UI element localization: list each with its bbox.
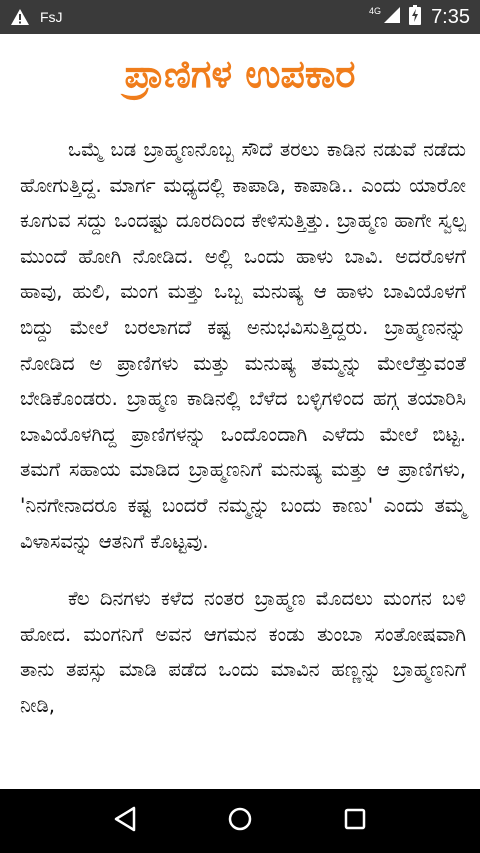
app-name: FsJ [40,9,63,25]
network-type: 4G [369,6,382,16]
paragraph: ಒಮ್ಮೆ ಬಡ ಬ್ರಾಹ್ಮಣನೊಬ್ಬ ಸೌದೆ ತರಲು ಕಾಡಿನ ನಡುವೆ ನಡೆದು ಹೋಗುತ್ತಿದ್ದ. ಮಾರ್ಗ ಮಧ್ಯದಲ್ಲಿ ಕಾಪಾಡಿ, ಕಾಪಾಡಿ.. ಎಂದು ಯಾರೋ ಕೂಗುವ ಸದ್ದು ಒಂದಷ್ಟು ದೂರದಿಂದ ಕೇಳಿಸುತ್ತಿತ್ತು. ಬ್ರಾಹ್ಮಣ ಹಾಗೇ ಸ್ವಲ್ಪ ಮುಂದೆ ಹೋಗಿ ನೋಡಿದ. ಅಲ್ಲಿ ಒಂದು ಹಾಳು ಬಾವಿ. ಅದರೊಳಗೆ ಹಾವು, ಹುಲಿ, ಮಂಗ ಮತ್ತು ಒಬ್ಬ ಮನುಷ್ಯ ಆ ಹಾಳು ಬಾವಿಯೊಳಗೆ ಬಿದ್ದು ಮೇಲೆ ಬರಲಾಗದೆ ಕಷ್ಟ ಅನುಭವಿಸುತ್ತಿದ್ದರು. ಬ್ರಾಹ್ಮಣನನ್ನು ನೋಡಿದ ಅ ಪ್ರಾಣಿಗಳು ಮತ್ತು ಮನುಷ್ಯ ತಮ್ಮನ್ನು ಮೇಲೆತ್ತುವಂತೆ ಬೇಡಿಕೊಂಡರು. ಬ್ರಾಹ್ಮಣ ಕಾಡಿನಲ್ಲಿ ಬೆಳೆದ ಬಳ್ಳಿಗಳಿಂದ ಹಗ್ಗ ತಯಾರಿಸಿ ಬಾವಿಯೊಳಗಿದ್ದ ಪ್ರಾಣಿಗಳನ್ನು ಒಂದೊಂದಾಗಿ ಎಳೆದು ಮೇಲೆ ಬಿಟ್ಟ. ತಮಗೆ ಸಹಾಯ ಮಾಡಿದ ಬ್ರಾಹ್ಮಣನಿಗೆ ಮನುಷ್ಯ ಮತ್ತು ಆ ಪ್ರಾಣಿಗಳು, 'ನಿನಗೇನಾದರೂ ಕಷ್ಟ ಬಂದರೆ ನಮ್ಮನ್ನು ಬಂದು ಕಾಣು' ಎಂದು ತಮ್ಮ ವಿಳಾಸವನ್ನು ಆತನಿಗೆ ಕೊಟ್ಟವು. [20,138,466,553]
navigation-bar [0,789,480,853]
warning-icon [10,8,30,26]
recents-button[interactable] [333,799,377,843]
home-icon [227,806,253,836]
paragraph: ಕೆಲ ದಿನಗಳು ಕಳೆದ ನಂತರ ಬ್ರಾಹ್ಮಣ ಮೊದಲು ಮಂಗನ ಬಳಿ ಹೋದ. ಮಂಗನಿಗೆ ಅವನ ಆಗಮನ ಕಂಡು ತುಂಬಾ ಸಂತೋಷವಾಗಿ ತಾನು ತಪಸ್ಸು ಮಾಡಿ ಪಡೆದ ಒಂದು ಮಾವಿನ ಹಣ್ಣನ್ನು ಬ್ರಾಹ್ಮಣನಿಗೆ ನೀಡಿ, [20,587,466,717]
signal-icon [383,6,401,29]
battery-charging-icon [409,5,421,30]
status-bar [0,0,480,34]
back-button[interactable] [103,799,147,843]
status-left [10,8,63,26]
clock: 7:35 [431,5,470,28]
recents-icon [343,807,367,835]
article-body [20,132,466,746]
home-button[interactable] [218,799,262,843]
page-title: ಪ್ರಾಣಿಗಳ ಉಪಕಾರ [124,52,356,96]
status-right [369,5,470,30]
back-icon [112,805,138,837]
